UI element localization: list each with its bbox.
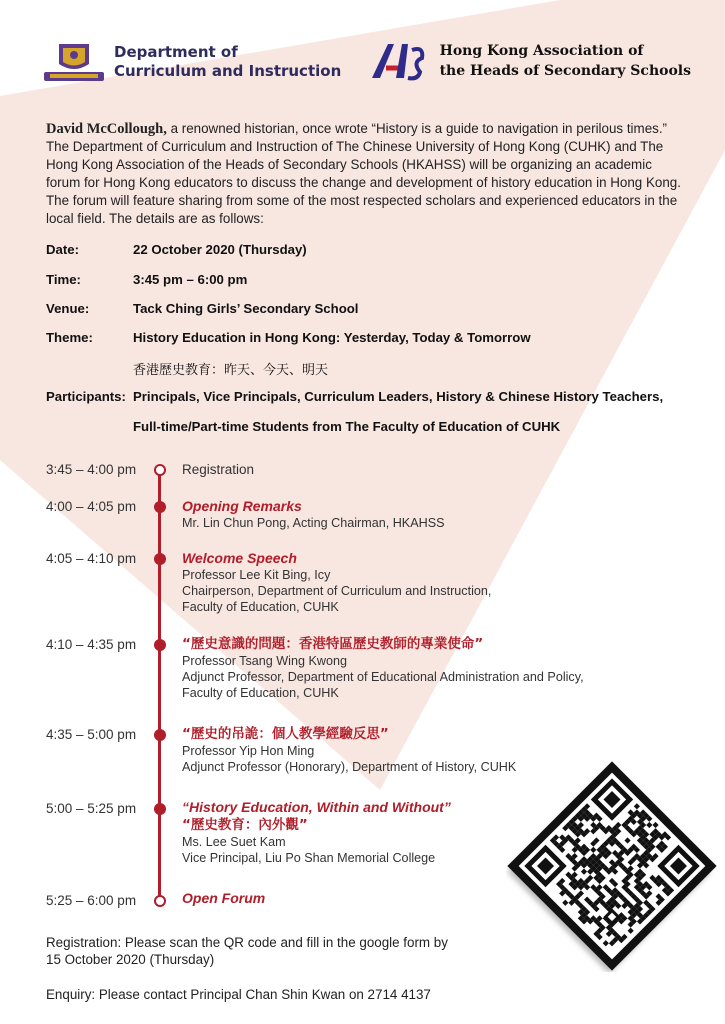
hkahss-name-line1: Hong Kong Association of bbox=[439, 43, 644, 59]
date-label: Date: bbox=[46, 242, 79, 257]
schedule-item bbox=[182, 799, 451, 866]
header bbox=[44, 38, 695, 86]
theme-chinese: 香港歷史教育：昨天、今天、明天 bbox=[133, 363, 329, 378]
schedule-time: 4:00 – 4:05 pm bbox=[46, 499, 137, 514]
schedule-line: Chairperson, Department of Curriculum and Instruction, bbox=[182, 584, 492, 598]
schedule-line: Vice Principal, Liu Po Shan Memorial College bbox=[182, 851, 436, 865]
registration-line1: Registration: Please scan the QR code and fill in the google form by bbox=[46, 935, 448, 950]
venue-value: Tack Ching Girls’ Secondary School bbox=[133, 301, 359, 316]
intro-paragraph bbox=[46, 120, 686, 228]
venue-label: Venue: bbox=[46, 301, 90, 316]
schedule-line: Mr. Lin Chun Pong, Acting Chairman, HKAHSS bbox=[182, 516, 445, 530]
participants-line1: Principals, Vice Principals, Curriculum Leaders, History & Chinese History Teachers, bbox=[133, 389, 664, 404]
schedule-line: Faculty of Education, CUHK bbox=[182, 600, 339, 614]
schedule-title-chinese: “歷史教育：內外觀” bbox=[182, 817, 308, 833]
schedule-time: 5:00 – 5:25 pm bbox=[46, 801, 137, 816]
cuhk-logo-block bbox=[44, 40, 341, 84]
schedule-item bbox=[182, 635, 584, 701]
schedule-item bbox=[182, 550, 491, 615]
registration-line2: 15 October 2020 (Thursday) bbox=[46, 952, 215, 967]
theme-label: Theme: bbox=[46, 330, 93, 345]
qr-code[interactable] bbox=[506, 760, 718, 972]
schedule-time: 3:45 – 4:00 pm bbox=[46, 462, 137, 477]
time-label: Time: bbox=[46, 272, 81, 287]
hkahss-logo-block bbox=[368, 38, 691, 84]
cuhk-name-line2: Curriculum and Instruction bbox=[114, 62, 342, 80]
date-value: 22 October 2020 (Thursday) bbox=[133, 242, 307, 257]
schedule-line: Professor Lee Kit Bing, Icy bbox=[182, 568, 331, 582]
schedule-line: Ms. Lee Suet Kam bbox=[182, 835, 286, 849]
schedule-title: “歷史意識的問題：香港特區歷史教師的專業使命” bbox=[182, 636, 484, 652]
intro-text: a renowned historian, once wrote “History is a guide to navigation in perilous times.” The Department of Curriculum and Instruction of The Chinese University of Hong Kong (CUHK) and The Hong Kong Association of the Heads of Secondary Schools (HKAHSS) will be organizing an academic forum for Hong Kong educators to discuss the change and development of history education in Hong Kong. The forum will feature sharing from some of the most respected scholars and experienced educators in the local field. The details are as follows: bbox=[46, 121, 681, 226]
participants-line2: Full-time/Part-time Students from The Faculty of Education of CUHK bbox=[133, 419, 561, 434]
schedule-item bbox=[182, 498, 445, 531]
schedule-item bbox=[182, 890, 265, 907]
hkahss-name-line2: the Heads of Secondary Schools bbox=[439, 63, 691, 79]
schedule-line: Adjunct Professor (Honorary), Department of History, CUHK bbox=[182, 760, 517, 774]
cuhk-name-line1: Department of bbox=[114, 43, 238, 61]
schedule-item bbox=[182, 462, 254, 478]
enquiry-note: Enquiry: Please contact Principal Chan Shin Kwan on 2714 4137 bbox=[46, 987, 431, 1002]
schedule-line: Adjunct Professor, Department of Educational Administration and Policy, bbox=[182, 670, 584, 684]
hkahss-logo-icon bbox=[368, 38, 430, 84]
schedule-time: 5:25 – 6:00 pm bbox=[46, 893, 137, 908]
time-value: 3:45 pm – 6:00 pm bbox=[133, 272, 248, 287]
qr-code-icon bbox=[506, 760, 718, 972]
schedule-line: Professor Tsang Wing Kwong bbox=[182, 654, 347, 668]
schedule-title: Welcome Speech bbox=[182, 550, 297, 566]
schedule-time: 4:35 – 5:00 pm bbox=[46, 727, 137, 742]
schedule-title: Opening Remarks bbox=[182, 498, 302, 514]
schedule-line: Faculty of Education, CUHK bbox=[182, 686, 339, 700]
schedule-time: 4:10 – 4:35 pm bbox=[46, 637, 137, 652]
intro-lead: David McCollough, bbox=[46, 121, 167, 137]
schedule-item bbox=[182, 725, 516, 775]
registration-note bbox=[46, 934, 448, 968]
cuhk-crest-icon bbox=[44, 40, 104, 84]
schedule-time: 4:05 – 4:10 pm bbox=[46, 551, 137, 566]
schedule-title: Open Forum bbox=[182, 890, 266, 906]
schedule-title: “歷史的吊詭：個人教學經驗反思” bbox=[182, 726, 389, 742]
participants-label: Participants: bbox=[46, 389, 126, 404]
schedule-title: “History Education, Within and Without” bbox=[182, 799, 451, 815]
schedule-title: Registration bbox=[182, 462, 255, 477]
theme-english: History Education in Hong Kong: Yesterday, Today & Tomorrow bbox=[133, 330, 531, 345]
schedule-line: Professor Yip Hon Ming bbox=[182, 744, 315, 758]
